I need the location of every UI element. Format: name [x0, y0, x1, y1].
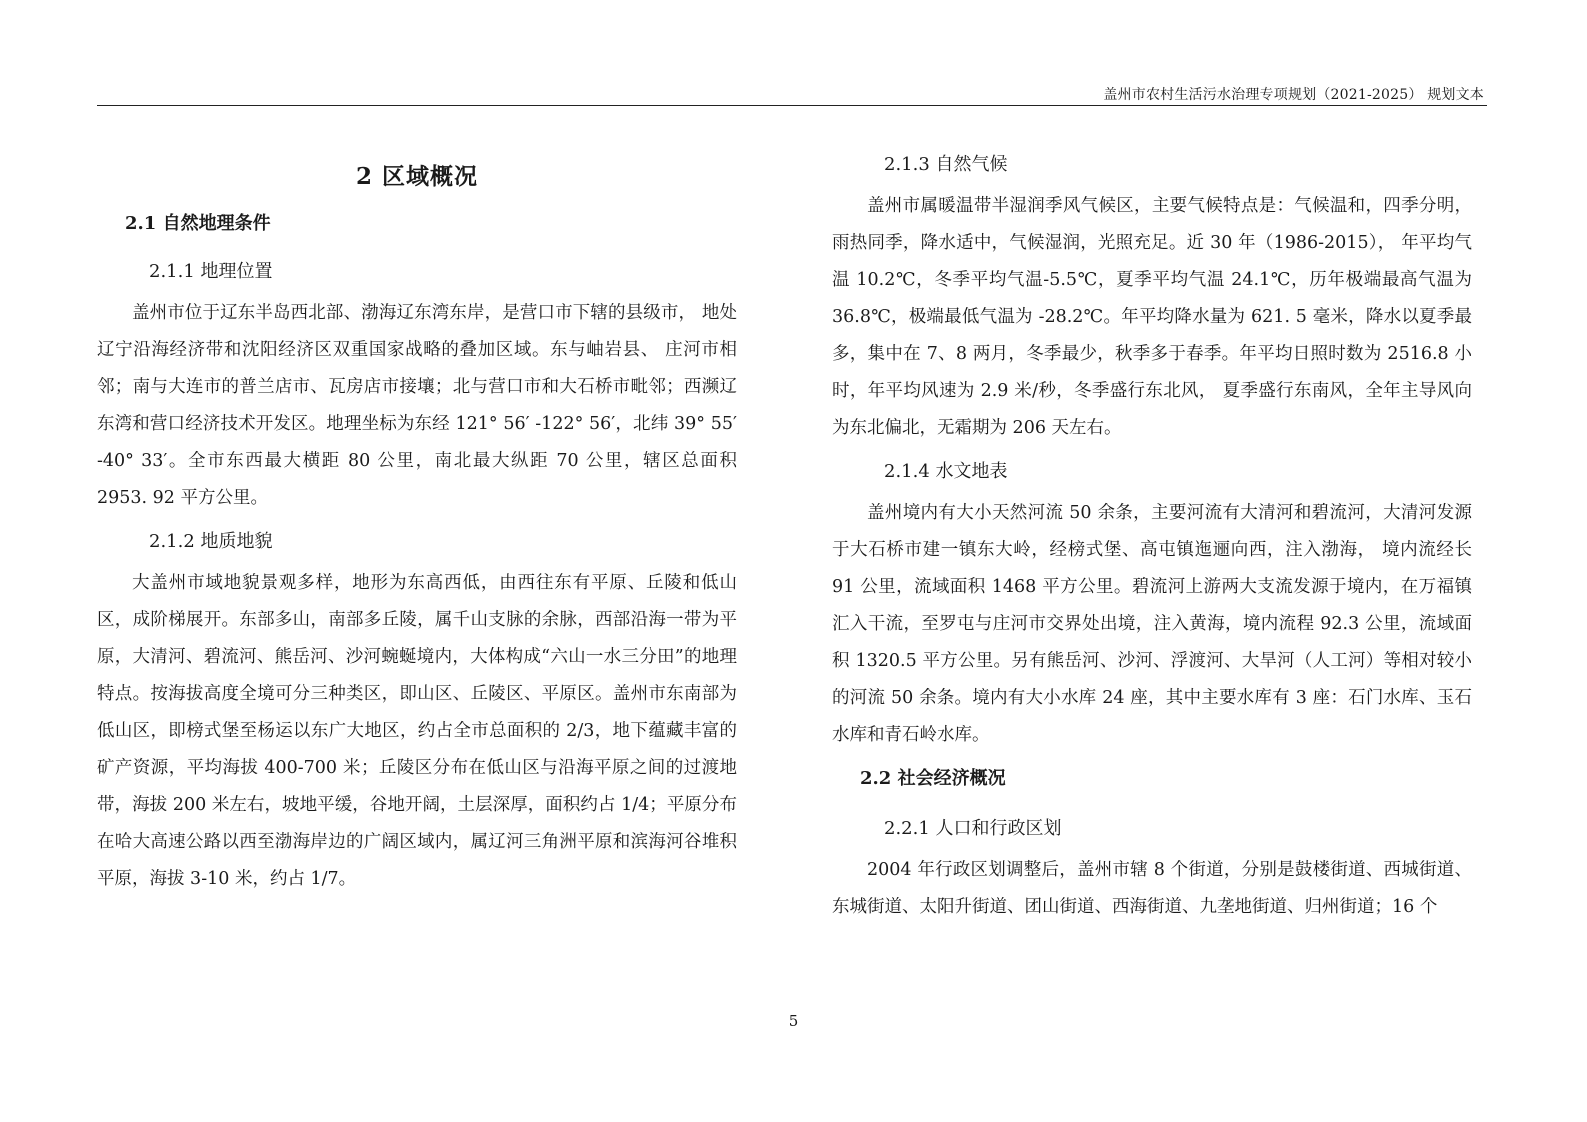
section-heading-2-2: 2.2 社会经济概况: [860, 768, 1006, 789]
paragraph-population: 2004 年行政区划调整后，盖州市辖 8 个街道，分别是鼓楼街道、西城街道、东城街道、太阳升街道、团山街道、西海街道、九垄地街道、归州街道；16 个: [832, 860, 1472, 917]
section-heading-2-1-1: 2.1.1 地理位置: [149, 261, 273, 282]
left-column: [97, 150, 737, 908]
paragraph-location: 盖州市位于辽东半岛西北部、渤海辽东湾东岸，是营口市下辖的县级市， 地处辽宁沿海经济带和沈阳经济区双重国家战略的叠加区域。东与岫岩县、 庄河市相邻；南与大连市的普兰店市、瓦房店市接壤；北与营口市和大石桥市毗邻；西濒辽东湾和营口经济技术开发区。地理坐标为东经 121° 56′ -122° 56′，北纬 39° 55′ -40° 33′。全市东西最大横距 80 公里，南北最大纵距 70 公里，辖区总面积 2953. 92 平方公里。: [97, 303, 737, 508]
paragraph-hydrology: 盖州境内有大小天然河流 50 余条，主要河流有大清河和碧流河，大清河发源于大石桥市建一镇东大岭，经榜式堡、高屯镇迤逦向西，注入渤海， 境内流经长 91 公里，流域面积 1468 平方公里。碧流河上游两大支流发源于境内，在万福镇汇入干流，至罗屯与庄河市交界处出境，注入黄海，境内流程 92.3 公里，流域面积 1320.5 平方公里。另有熊岳河、沙河、浮渡河、大旱河（人工河）等相对较小的河流 50 余条。境内有大小水库 24 座，其中主要水库有 3 座：石门水库、玉石水库和青石岭水库。: [832, 503, 1472, 745]
paragraph-climate: 盖州市属暖温带半湿润季风气候区，主要气候特点是：气候温和，四季分明，雨热同季，降水适中，气候湿润，光照充足。近 30 年（1986-2015）， 年平均气温 10.2℃，冬季平均气温-5.5℃，夏季平均气温 24.1℃，历年极端最高气温为 36.8℃，极端最低气温为 -28.2℃。年平均降水量为 621. 5 毫米，降水以夏季最多，集中在 7、8 两月，冬季最少，秋季多于春季。年平均日照时数为 2516.8 小时，年平均风速为 2.9 米/秒，冬季盛行东北风， 夏季盛行东南风，全年主导风向为东北偏北，无霜期为 206 天左右。: [832, 196, 1472, 438]
section-heading-2-1-3: 2.1.3 自然气候: [884, 154, 1008, 175]
section-heading-2-1-2: 2.1.2 地质地貌: [149, 531, 273, 552]
section-heading-2-1-4: 2.1.4 水文地表: [884, 461, 1008, 482]
header-divider: [97, 105, 1487, 106]
section-heading-2-1: 2.1 自然地理条件: [125, 213, 271, 234]
page-number: 5: [788, 1012, 799, 1030]
section-heading-2-2-1: 2.2.1 人口和行政区划: [884, 818, 1062, 839]
right-column: [832, 150, 1472, 936]
chapter-title: 2 区域概况: [355, 163, 478, 190]
paragraph-geology: 大盖州市域地貌景观多样，地形为东高西低，由西往东有平原、丘陵和低山区，成阶梯展开。东部多山，南部多丘陵，属千山支脉的余脉，西部沿海一带为平原，大清河、碧流河、熊岳河、沙河蜿蜒境内，大体构成“六山一水三分田”的地理特点。按海拔高度全境可分三种类区，即山区、丘陵区、平原区。盖州市东南部为低山区，即榜式堡至杨运以东广大地区，约占全市总面积的 2/3，地下蕴藏丰富的矿产资源，平均海拔 400-700 米；丘陵区分布在低山区与沿海平原之间的过渡地带，海拔 200 米左右，坡地平缓，谷地开阔，土层深厚，面积约占 1/4；平原分布在哈大高速公路以西至渤海岸边的广阔区域内，属辽河三角洲平原和滨海河谷堆积平原，海拔 3-10 米，约占 1/7。: [97, 573, 737, 889]
running-header: 盖州市农村生活污水治理专项规划（2021-2025） 规划文本: [1103, 87, 1484, 103]
